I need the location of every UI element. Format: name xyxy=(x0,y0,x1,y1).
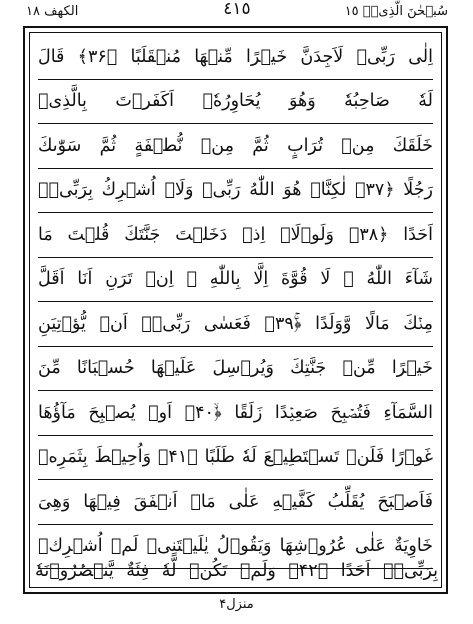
verse-line-text: لَهٗ صَاحِبُهٗ وَهُوَ یُحَاوِرُهٗۤ اَكَفَرۡتَ بِالَّذِیۡ xyxy=(38,91,433,112)
verse-line xyxy=(38,258,433,303)
surah-name: الكهف ١٨ xyxy=(26,4,79,19)
verse-line-text: مِنۡكَ مَالًا وَّوَلَدًا ﴿ۚ۳۹﴾ فَعَسٰی رَبِّیۡۤ اَنۡ یُّؤۡتِیَنِ xyxy=(38,313,433,334)
verse-line-text: خَلَقَكَ مِنۡ تُرَابٍ ثُمَّ مِنۡ نُّطۡفَةٍ ثُمَّ سَوّٰىكَ xyxy=(38,135,433,156)
verse-line-text: خَاوِیَةٌ عَلٰی عُرُوۡشِهَا وَیَقُوۡلُ یٰلَیۡتَنِیۡ لَمۡ اُشۡرِكۡ xyxy=(38,536,433,557)
verse-line-text: اَحَدًا ﴿۳۸﴾ وَلَوۡلَاۤ اِذۡ دَخَلۡتَ جَنَّتَكَ قُلۡتَ مَا xyxy=(38,224,433,245)
verse-line-text: خَیۡرًا مِّنۡ جَنَّتِكَ وَیُرۡسِلَ عَلَیۡهَا حُسۡبَانًا مِّنَ xyxy=(38,358,433,379)
juz-name: سُبۡحٰنَ الَّذِیۡۤ ١٥ xyxy=(344,4,448,19)
text-block xyxy=(29,32,442,588)
verse-line xyxy=(38,169,433,214)
verse-line xyxy=(35,551,438,591)
verse-line xyxy=(38,80,433,125)
verse-line xyxy=(38,302,433,347)
verse-line-text: بِرَبِّیۡۤ اَحَدًا ﴿۴۲﴾ وَلَمۡ تَكُنۡ لَّهٗ فِئَةٌ یَّنۡصُرُوۡنَهٗ xyxy=(35,561,439,581)
verse-line-text: اِلٰی رَبِّیۡ لَاَجِدَنَّ خَیۡرًا مِّنۡهَا مُنۡقَلَبًا ﴿۳۶﴾ قَالَ xyxy=(38,46,433,67)
verse-line-text: غَوۡرًا فَلَنۡ تَسۡتَطِیۡعَ لَهٗ طَلَبًا ﴿۴۱﴾ وَاُحِیۡطَ بِثَمَرِهٖ xyxy=(38,447,433,468)
page-frame xyxy=(23,26,448,594)
verse-line xyxy=(38,480,433,525)
manzil-marker: منزل۴ xyxy=(219,597,254,612)
verse-line-text: فَاَصۡبَحَ یُقَلِّبُ كَفَّیۡهِ عَلٰی مَاۤ اَنۡفَقَ فِیۡهَا وَهِیَ xyxy=(38,491,433,512)
verse-line xyxy=(38,436,433,481)
verse-line-text: السَّمَآءِ فَتُصۡبِحَ صَعِیۡدًا زَلَقًا ﴿ۙ۴۰﴾ اَوۡ یُصۡبِحَ مَآؤُهَا xyxy=(38,402,433,423)
verse-line-text: شَآءَ اللّٰهُ ۙ لَا قُوَّةَ اِلَّا بِاللّٰهِ ۚ اِنۡ تَرَنِ اَنَا اَقَلَّ xyxy=(38,269,433,290)
verse-line xyxy=(38,124,433,169)
page-number: ٤١٥ xyxy=(223,0,251,19)
verse-line xyxy=(38,35,433,80)
verse-line-text: رَجُلًا ﴿۳۷﴾ لٰكِنَّا۠ هُوَ اللّٰهُ رَبِّیۡ وَلَاۤ اُشۡرِكُ بِرَبِّیۡۤ xyxy=(38,180,433,201)
verse-line xyxy=(38,391,433,436)
page-header xyxy=(26,0,448,26)
verse-line xyxy=(38,213,433,258)
verse-line xyxy=(38,347,433,392)
